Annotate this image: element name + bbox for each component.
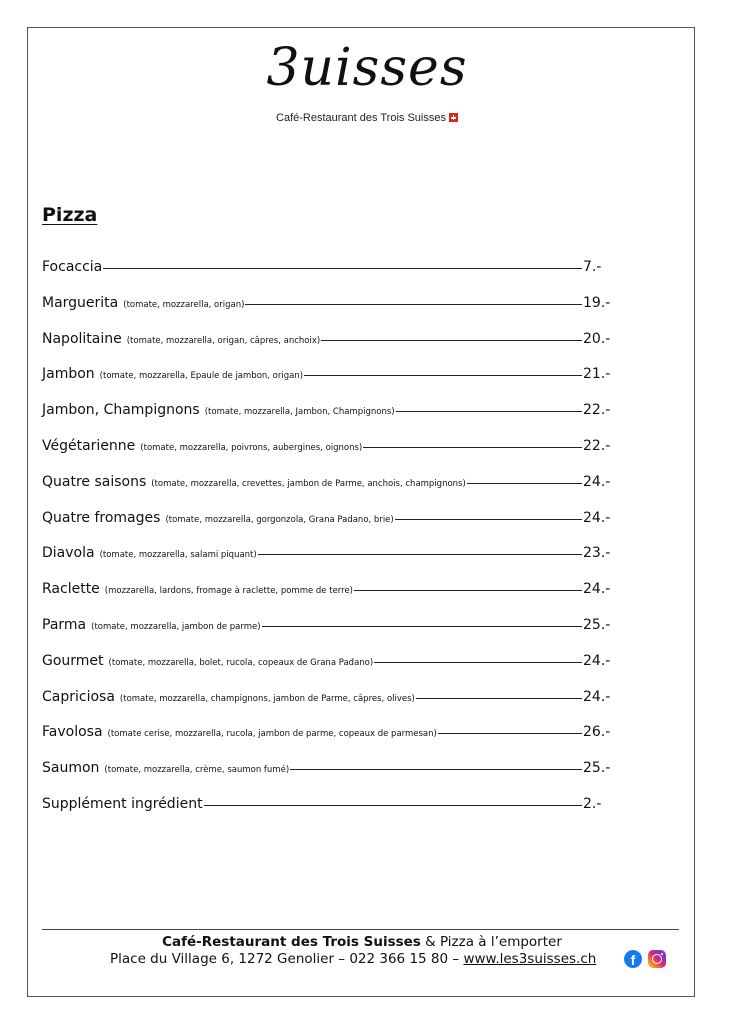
menu-item	[42, 295, 617, 331]
menu-item	[42, 581, 617, 617]
item-price: 24.-	[583, 581, 611, 598]
leader-line	[245, 304, 582, 305]
menu-item	[42, 653, 617, 689]
leader-line	[103, 268, 582, 269]
item-name: Marguerita	[42, 294, 119, 311]
logo	[0, 38, 734, 98]
item-price: 19.-	[583, 294, 611, 311]
leader-line	[258, 554, 582, 555]
item-price: 7.-	[583, 259, 602, 275]
item-ingredients: (tomate, mozzarella, champignons, jambon de Parme, câpres, olives)	[119, 693, 415, 704]
footer-tagline: & Pizza à l’emporter	[425, 934, 562, 950]
item-name: Capriciosa	[42, 688, 115, 705]
leader-line	[467, 483, 582, 484]
item-name: Napolitaine	[42, 330, 122, 347]
leader-line	[396, 411, 582, 412]
item-price: 21.-	[583, 366, 611, 383]
item-name: Quatre fromages	[42, 509, 161, 526]
item-name: Supplément ingrédient	[42, 795, 203, 812]
item-name: Jambon	[42, 366, 95, 383]
item-ingredients: (tomate, mozzarella, origan, câpres, anchoix)	[126, 335, 321, 346]
footer-divider	[42, 929, 679, 930]
item-ingredients: (tomate, mozzarella, crevettes, jambon de Parme, anchois, champignons)	[151, 478, 466, 489]
swiss-flag-icon	[449, 113, 458, 122]
item-price: 24.-	[583, 473, 611, 490]
item-ingredients: (tomate, mozzarella, gorgonzola, Grana Padano, brie)	[165, 514, 394, 525]
section-title: Pizza	[42, 204, 98, 226]
item-price: 26.-	[583, 724, 611, 741]
item-name: Parma	[42, 616, 87, 633]
menu-item	[42, 689, 617, 725]
item-name: Focaccia	[42, 259, 103, 275]
item-price: 24.-	[583, 652, 611, 669]
website-link[interactable]: www.les3suisses.ch	[463, 951, 597, 967]
menu-item	[42, 438, 617, 474]
menu-item	[42, 259, 617, 295]
pizza-menu-list	[42, 259, 617, 832]
item-ingredients: (tomate, mozzarella, bolet, rucola, copeaux de Grana Padano)	[108, 657, 374, 668]
item-price: 23.-	[583, 545, 611, 562]
menu-item	[42, 724, 617, 760]
menu-item	[42, 796, 617, 832]
item-price: 22.-	[583, 402, 611, 419]
leader-line	[204, 805, 582, 806]
instagram-icon[interactable]	[648, 950, 666, 968]
item-price: 25.-	[583, 616, 611, 633]
menu-item	[42, 617, 617, 653]
item-name: Quatre saisons	[42, 473, 147, 490]
leader-line	[363, 447, 582, 448]
item-price: 24.-	[583, 509, 611, 526]
item-ingredients: (tomate, mozzarella, Epaule de jambon, origan)	[99, 371, 304, 382]
item-ingredients: (tomate, mozzarella, origan)	[123, 299, 245, 310]
logo-text: 3uisses	[266, 38, 468, 98]
item-name: Jambon, Champignons	[42, 402, 200, 419]
menu-item	[42, 402, 617, 438]
footer-address: Place du Village 6, 1272 Genolier – 022 366 15 80 –	[110, 951, 460, 967]
restaurant-subtitle	[0, 112, 734, 124]
leader-line	[395, 519, 582, 520]
leader-line	[416, 698, 582, 699]
leader-line	[354, 590, 582, 591]
leader-line	[438, 733, 582, 734]
item-price: 25.-	[583, 760, 611, 777]
item-price: 24.-	[583, 688, 611, 705]
item-ingredients: (tomate, mozzarella, Jambon, Champignons)	[204, 407, 395, 418]
leader-line	[304, 375, 582, 376]
menu-item	[42, 545, 617, 581]
item-ingredients: (mozzarella, lardons, fromage à raclette, pomme de terre)	[104, 586, 353, 597]
menu-item	[42, 366, 617, 402]
item-name: Favolosa	[42, 724, 103, 741]
item-price: 22.-	[583, 437, 611, 454]
item-name: Diavola	[42, 545, 95, 562]
leader-line	[321, 340, 582, 341]
item-price: 20.-	[583, 330, 611, 347]
facebook-icon[interactable]: f	[624, 950, 642, 968]
item-name: Gourmet	[42, 652, 104, 669]
leader-line	[262, 626, 582, 627]
menu-item	[42, 760, 617, 796]
item-name: Végétarienne	[42, 437, 136, 454]
item-ingredients: (tomate, mozzarella, poivrons, aubergines, oignons)	[140, 442, 363, 453]
menu-item	[42, 510, 617, 546]
subtitle-text: Café-Restaurant des Trois Suisses	[276, 112, 446, 124]
item-ingredients: (tomate, mozzarella, salami piquant)	[99, 550, 257, 561]
item-name: Raclette	[42, 581, 100, 598]
footer-restaurant-line	[0, 934, 724, 950]
footer-restaurant-name: Café-Restaurant des Trois Suisses	[162, 934, 421, 950]
item-ingredients: (tomate cerise, mozzarella, rucola, jambon de parme, copeaux de parmesan)	[107, 729, 437, 740]
leader-line	[374, 662, 582, 663]
leader-line	[290, 769, 582, 770]
footer-address-line	[110, 951, 596, 967]
menu-item	[42, 331, 617, 367]
menu-item	[42, 474, 617, 510]
item-ingredients: (tomate, mozzarella, crème, saumon fumé)	[104, 765, 290, 776]
item-ingredients: (tomate, mozzarella, jambon de parme)	[91, 621, 261, 632]
item-name: Saumon	[42, 760, 100, 777]
item-price: 2.-	[583, 795, 602, 812]
